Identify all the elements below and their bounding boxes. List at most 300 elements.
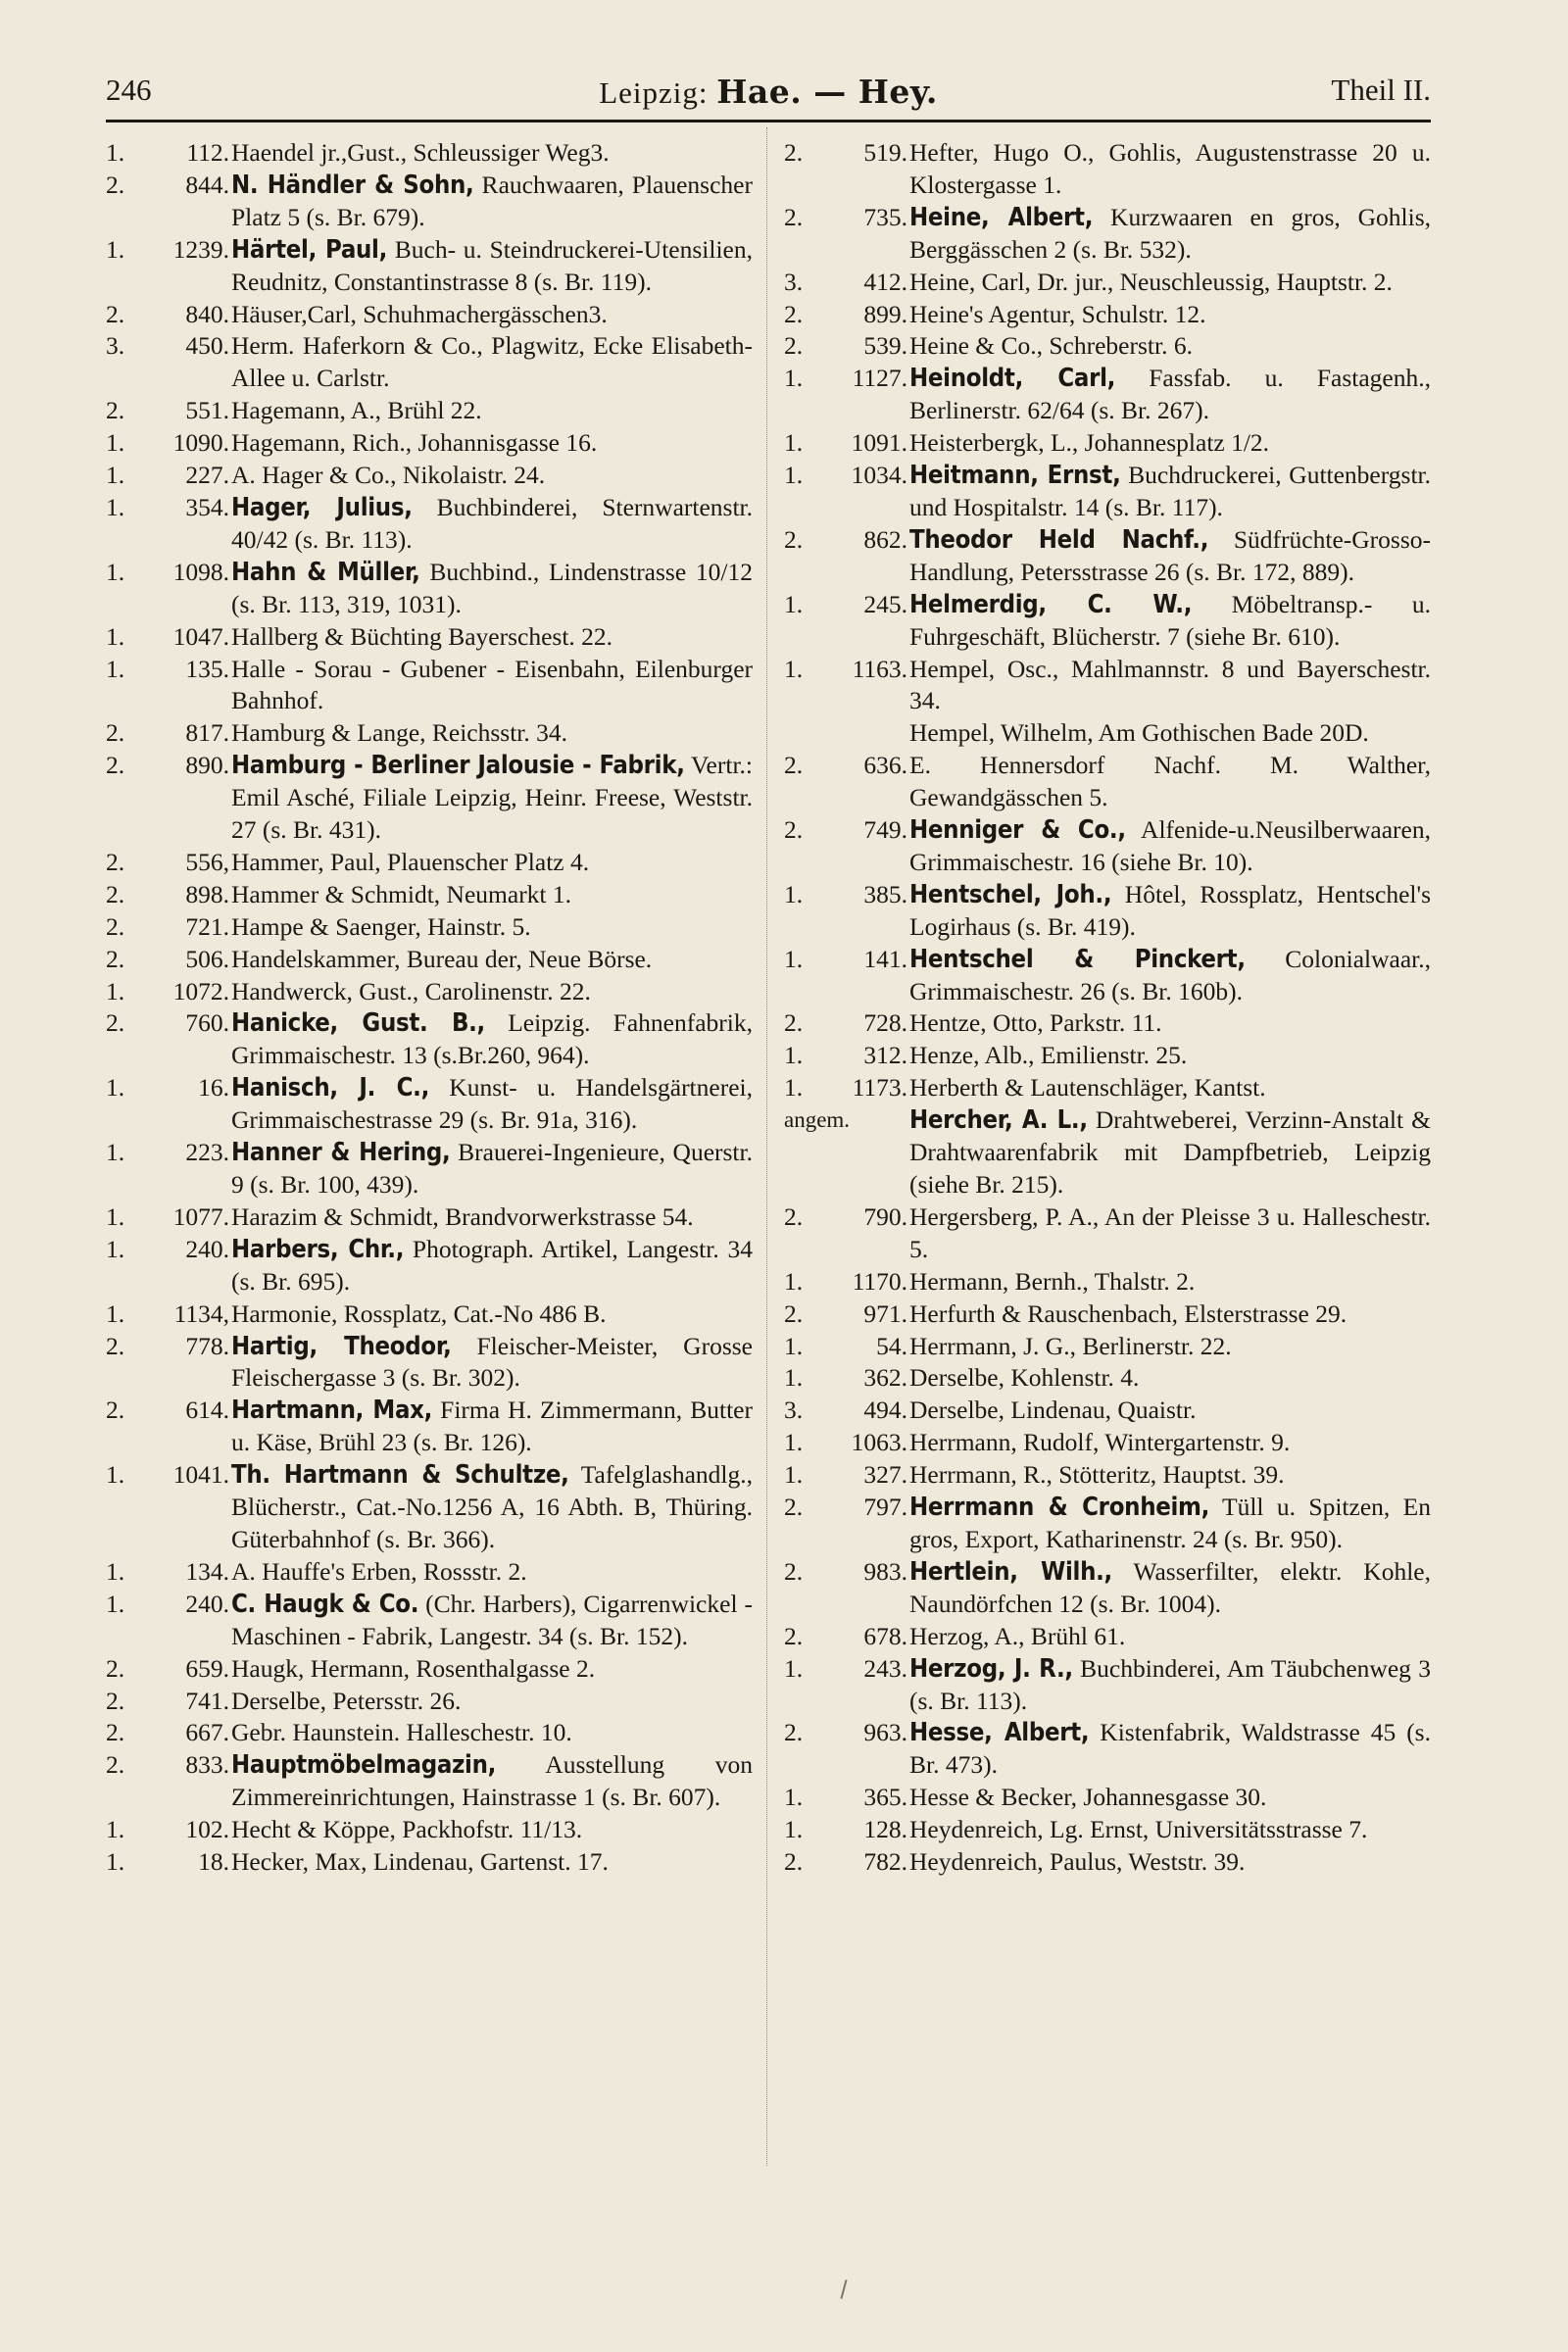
entry-rank: 2. bbox=[106, 396, 125, 425]
entry-text: Kunst- u. Handelsgärtnerei, Grimmaischestrasse 29 (s. Br. 91a, 316). bbox=[231, 1073, 753, 1135]
entry-firm-name: C. Haugk & Co. bbox=[231, 1589, 419, 1619]
directory-entry bbox=[784, 654, 1431, 718]
entry-rank: 2. bbox=[784, 138, 804, 167]
entry-text: Henze, Alb., Emilienstr. 25. bbox=[909, 1041, 1188, 1070]
entry-rank: 1. bbox=[106, 1073, 125, 1102]
entry-text: Hagemann, A., Brühl 22. bbox=[231, 396, 482, 425]
entry-number: 506. bbox=[185, 944, 229, 973]
entry-number: 327. bbox=[863, 1460, 907, 1490]
entry-rank: 2. bbox=[106, 718, 125, 748]
entry-number: 844. bbox=[185, 170, 229, 199]
entry-rank: 2. bbox=[784, 524, 804, 554]
entry-rank: 1. bbox=[106, 1298, 125, 1328]
entry-number: 1127. bbox=[852, 364, 907, 393]
entry-text: Herrmann, J. G., Berlinerstr. 22. bbox=[909, 1331, 1232, 1360]
directory-entry bbox=[784, 1395, 1431, 1427]
directory-entry bbox=[784, 1201, 1431, 1266]
entry-number: 1047. bbox=[172, 621, 229, 651]
entry-text: Derselbe, Petersstr. 26. bbox=[231, 1686, 462, 1715]
entry-number: 134. bbox=[185, 1556, 229, 1586]
entry-text: Leipzig. Fahnenfabrik, Grimmaischestr. 13 (s.Br.260, 964). bbox=[231, 1008, 754, 1070]
entry-firm-name: Hartmann, Max, bbox=[231, 1396, 433, 1426]
entry-firm-name: N. Händler & Sohn, bbox=[231, 170, 474, 200]
directory-entry bbox=[784, 1072, 1431, 1104]
directory-entry bbox=[106, 879, 753, 911]
directory-entry bbox=[106, 492, 753, 557]
entry-rank: 1. bbox=[784, 461, 804, 490]
directory-entry bbox=[106, 1298, 753, 1331]
entry-text: Haugk, Hermann, Rosenthalgasse 2. bbox=[231, 1653, 596, 1683]
entry-text: Buchbinderei, Am Täubchenweg 3 (s. Br. 113). bbox=[909, 1653, 1431, 1715]
entry-number: 760. bbox=[185, 1008, 229, 1038]
page-number: 246 bbox=[106, 73, 152, 107]
directory-entry bbox=[784, 717, 1431, 750]
entry-rank: 1. bbox=[106, 138, 125, 167]
directory-entry bbox=[106, 1331, 753, 1396]
entry-rank: angem. bbox=[784, 1107, 851, 1133]
entry-rank: 1. bbox=[784, 654, 804, 683]
directory-entry bbox=[106, 1749, 753, 1814]
entry-rank: 2. bbox=[784, 202, 804, 231]
entry-text: Brauerei-Ingenieure, Querstr. 9 (s. Br. 100, 439). bbox=[231, 1138, 753, 1199]
entry-rank: 1. bbox=[784, 1460, 804, 1490]
entry-rank: 2. bbox=[106, 1331, 125, 1360]
entry-number: 721. bbox=[185, 911, 229, 941]
entry-text: Kurzwaaren en gros, Gohlis, Berggässchen 2 (s. Br. 532). bbox=[909, 202, 1432, 264]
entry-text: Hergersberg, P. A., An der Pleisse 3 u. Halleschestr. 5. bbox=[909, 1201, 1431, 1263]
entry-text: Fassfab. u. Fastagenh., Berlinerstr. 62/64 (s. Br. 267). bbox=[909, 364, 1431, 425]
entry-text: Hempel, Wilhelm, Am Gothischen Bade 20D. bbox=[909, 718, 1369, 748]
directory-entry bbox=[784, 524, 1431, 589]
entry-number: 636. bbox=[863, 751, 907, 780]
entry-number: 840. bbox=[185, 299, 229, 328]
entry-number: 556, bbox=[185, 847, 229, 876]
entry-text: Hammer, Paul, Plauenscher Platz 4. bbox=[231, 847, 590, 876]
entry-number: 112. bbox=[186, 138, 229, 167]
directory-entry bbox=[784, 1459, 1431, 1492]
directory-entry bbox=[784, 1846, 1431, 1879]
entry-rank: 1. bbox=[106, 1847, 125, 1877]
entry-text: A. Hauffe's Erben, Rossstr. 2. bbox=[231, 1556, 527, 1586]
entry-number: 1173. bbox=[852, 1073, 907, 1102]
entry-text: Halle - Sorau - Gubener - Eisenbahn, Eilenburger Bahnhof. bbox=[231, 654, 753, 715]
entry-number: 450. bbox=[185, 331, 229, 361]
entry-text: Hefter, Hugo O., Gohlis, Augustenstrasse 20 u. Klostergasse 1. bbox=[909, 138, 1431, 199]
entry-rank: 2. bbox=[106, 879, 125, 908]
entry-number: 782. bbox=[863, 1847, 907, 1877]
entry-rank: 1. bbox=[106, 1815, 125, 1844]
directory-entry bbox=[784, 1717, 1431, 1782]
directory-entry bbox=[106, 654, 753, 718]
entry-rank: 3. bbox=[784, 267, 804, 296]
entry-rank: 1. bbox=[784, 1041, 804, 1070]
entry-firm-name: Hauptmöbelmagazin, bbox=[231, 1750, 497, 1781]
entry-rank: 1. bbox=[784, 1363, 804, 1393]
entry-text: Handwerck, Gust., Carolinenstr. 22. bbox=[231, 976, 591, 1005]
entry-rank: 1. bbox=[106, 1589, 125, 1618]
directory-entry bbox=[106, 1814, 753, 1846]
directory-entry bbox=[784, 814, 1431, 879]
entry-text: Herberth & Lautenschläger, Kantst. bbox=[909, 1073, 1266, 1102]
entry-rank: 1. bbox=[106, 976, 125, 1005]
directory-entry bbox=[784, 1556, 1431, 1621]
entry-text: Ausstellung von Zimmereinrichtungen, Hainstrasse 1 (s. Br. 607). bbox=[231, 1750, 753, 1812]
entry-rank: 3. bbox=[784, 1396, 804, 1425]
directory-entry bbox=[784, 1266, 1431, 1298]
directory-entry bbox=[106, 847, 753, 879]
directory-entry bbox=[106, 234, 753, 299]
entry-firm-name: Theodor Held Nachf., bbox=[909, 524, 1209, 555]
entry-text: Haendel jr.,Gust., Schleussiger Weg3. bbox=[231, 138, 610, 167]
entry-rank: 1. bbox=[106, 492, 125, 521]
entry-number: 18. bbox=[198, 1847, 229, 1877]
entry-number: 312. bbox=[863, 1041, 907, 1070]
entry-rank: 1. bbox=[784, 1783, 804, 1812]
entry-text: (Chr. Harbers), Cigarrenwickel - Maschinen - Fabrik, Langestr. 34 (s. Br. 152). bbox=[231, 1589, 753, 1650]
entry-text: Harmonie, Rossplatz, Cat.-No 486 B. bbox=[231, 1298, 607, 1328]
entry-rank: 2. bbox=[106, 170, 125, 199]
directory-entry bbox=[784, 1621, 1431, 1653]
entry-rank: 2. bbox=[784, 1621, 804, 1650]
entry-number: 1163. bbox=[852, 654, 907, 683]
running-title-city: Leipzig: bbox=[599, 75, 709, 110]
entry-number: 365. bbox=[863, 1783, 907, 1812]
entry-number: 16. bbox=[198, 1073, 229, 1102]
directory-entry bbox=[106, 1201, 753, 1234]
entry-number: 659. bbox=[185, 1653, 229, 1683]
entry-number: 890. bbox=[185, 751, 229, 780]
directory-entry bbox=[106, 460, 753, 492]
directory-entry bbox=[784, 879, 1431, 944]
directory-entry bbox=[106, 1007, 753, 1072]
entry-text: Hecker, Max, Lindenau, Gartenst. 17. bbox=[231, 1847, 609, 1877]
part-label: Theil II. bbox=[1331, 73, 1431, 107]
entry-rank: 1. bbox=[784, 1266, 804, 1296]
entry-text: Alfenide-u.Neusilberwaaren, Grimmaischestr. 16 (siehe Br. 10). bbox=[909, 815, 1431, 876]
directory-entry bbox=[784, 1331, 1431, 1363]
entry-firm-name: Hanicke, Gust. B., bbox=[231, 1008, 485, 1039]
entry-number: 1072. bbox=[172, 976, 229, 1005]
entry-firm-name: Harbers, Chr., bbox=[231, 1234, 405, 1264]
entry-number: 494. bbox=[863, 1396, 907, 1425]
entry-text: Heine & Co., Schreberstr. 6. bbox=[909, 331, 1193, 361]
entry-text: E. Hennersdorf Nachf. M. Walther, Gewandgässchen 5. bbox=[909, 751, 1431, 812]
entry-text: Heine, Carl, Dr. jur., Neuschleussig, Hauptstr. 2. bbox=[909, 267, 1393, 296]
directory-entry bbox=[106, 330, 753, 395]
entry-number: 519. bbox=[863, 138, 907, 167]
entry-number: 817. bbox=[185, 718, 229, 748]
header-rule bbox=[106, 120, 1431, 122]
entry-text: Photograph. Artikel, Langestr. 34 (s. Br. 695). bbox=[231, 1234, 753, 1296]
entry-firm-name: Heine, Albert, bbox=[909, 202, 1094, 232]
entry-rank: 2. bbox=[106, 1008, 125, 1038]
entry-text: Heydenreich, Paulus, Weststr. 39. bbox=[909, 1847, 1246, 1877]
directory-entry bbox=[106, 621, 753, 654]
entry-firm-name: Th. Hartmann & Schultze, bbox=[231, 1460, 569, 1491]
entry-number: 141. bbox=[863, 944, 907, 973]
entry-number: 971. bbox=[863, 1298, 907, 1328]
directory-entry bbox=[106, 1589, 753, 1653]
page-mark bbox=[840, 2279, 847, 2299]
entry-number: 735. bbox=[863, 202, 907, 231]
running-title-range: Hae. — Hey. bbox=[716, 73, 938, 111]
directory-entry bbox=[784, 202, 1431, 267]
entry-text: Hamburg & Lange, Reichsstr. 34. bbox=[231, 718, 568, 748]
entry-rank: 1. bbox=[106, 1234, 125, 1263]
entry-rank: 1. bbox=[106, 1201, 125, 1231]
right-column bbox=[784, 137, 1431, 1879]
entry-firm-name: Hanisch, J. C., bbox=[231, 1073, 429, 1103]
entry-text: Herfurth & Rauschenbach, Elsterstrasse 29. bbox=[909, 1298, 1348, 1328]
entry-rank: 2. bbox=[106, 751, 125, 780]
entry-firm-name: Hentschel & Pinckert, bbox=[909, 944, 1246, 974]
directory-entry bbox=[106, 395, 753, 427]
entry-text: Gebr. Haunstein. Halleschestr. 10. bbox=[231, 1718, 572, 1747]
entry-rank: 1. bbox=[784, 1653, 804, 1683]
entry-number: 1090. bbox=[172, 428, 229, 458]
directory-entry bbox=[784, 944, 1431, 1008]
entry-number: 1098. bbox=[172, 557, 229, 586]
entry-rank: 2. bbox=[784, 815, 804, 845]
entry-number: 778. bbox=[185, 1331, 229, 1360]
entry-number: 227. bbox=[185, 461, 229, 490]
entry-rank: 1. bbox=[784, 1428, 804, 1457]
entry-number: 240. bbox=[185, 1589, 229, 1618]
entry-text: Tafelglashandlg., Blücherstr., Cat.-No.1256 A, 16 Abth. B, Thüring. Güterbahnhof (s. Br. 366). bbox=[231, 1460, 753, 1553]
entry-rank: 2. bbox=[784, 1493, 804, 1522]
entry-text: Vertr.: Emil Asché, Filiale Leipzig, Heinr. Freese, Weststr. 27 (s. Br. 431). bbox=[231, 751, 753, 845]
entry-text: Firma H. Zimmermann, Butter u. Käse, Brühl 23 (s. Br. 126). bbox=[231, 1396, 753, 1457]
directory-entry bbox=[106, 911, 753, 944]
directory-entry bbox=[784, 1007, 1431, 1040]
entry-text: Heisterbergk, L., Johannesplatz 1/2. bbox=[909, 428, 1270, 458]
left-column bbox=[106, 137, 753, 1879]
directory-entry bbox=[106, 717, 753, 750]
entry-number: 102. bbox=[185, 1815, 229, 1844]
directory-entry bbox=[106, 137, 753, 170]
entry-number: 614. bbox=[185, 1396, 229, 1425]
entry-text: Herrmann, Rudolf, Wintergartenstr. 9. bbox=[909, 1428, 1291, 1457]
running-title bbox=[106, 73, 1431, 111]
entry-rank: 2. bbox=[106, 1750, 125, 1780]
entry-rank: 1. bbox=[106, 1460, 125, 1490]
entry-firm-name: Henniger & Co., bbox=[909, 815, 1126, 846]
entry-number: 240. bbox=[185, 1234, 229, 1263]
directory-entry bbox=[106, 1395, 753, 1459]
entry-rank: 1. bbox=[106, 428, 125, 458]
entry-text: Hôtel, Rossplatz, Hentschel's Logirhaus (s. Br. 419). bbox=[909, 879, 1431, 941]
entry-number: 135. bbox=[185, 654, 229, 683]
entry-text: Kistenfabrik, Waldstrasse 45 (s. Br. 473). bbox=[909, 1718, 1431, 1780]
entry-text: Buch- u. Steindruckerei-Utensilien, Reudnitz, Constantinstrasse 8 (s. Br. 119). bbox=[231, 234, 753, 296]
entry-rank: 2. bbox=[784, 1556, 804, 1586]
directory-entry bbox=[784, 330, 1431, 363]
directory-entry bbox=[106, 1072, 753, 1137]
directory-entry bbox=[106, 1653, 753, 1686]
entry-number: 1239. bbox=[172, 234, 229, 264]
entry-number: 1077. bbox=[172, 1201, 229, 1231]
directory-entry bbox=[784, 1362, 1431, 1395]
entry-rank: 3. bbox=[106, 331, 125, 361]
entry-firm-name: Hamburg - Berliner Jalousie - Fabrik, bbox=[231, 751, 685, 781]
entry-text: Drahtweberei, Verzinn-Anstalt & Drahtwaarenfabrik mit Dampfbetrieb, Leipzig (siehe Br. 215). bbox=[909, 1105, 1431, 1199]
entry-firm-name: Heitmann, Ernst, bbox=[909, 461, 1121, 491]
entry-rank: 2. bbox=[106, 1396, 125, 1425]
entry-text: Buchbinderei, Sternwartenstr. 40/42 (s. Br. 113). bbox=[231, 492, 753, 554]
entry-rank: 2. bbox=[106, 299, 125, 328]
directory-entry bbox=[106, 1137, 753, 1201]
directory-entry bbox=[106, 1459, 753, 1556]
entry-number: 1170. bbox=[852, 1266, 907, 1296]
entry-rank: 1. bbox=[784, 944, 804, 973]
entry-rank: 1. bbox=[784, 1815, 804, 1844]
entry-text: Derselbe, Lindenau, Quaistr. bbox=[909, 1396, 1197, 1425]
entry-rank: 1. bbox=[784, 1331, 804, 1360]
entry-number: 385. bbox=[863, 879, 907, 908]
entry-number: 833. bbox=[185, 1750, 229, 1780]
entry-rank: 2. bbox=[784, 299, 804, 328]
entry-rank: 1. bbox=[106, 1138, 125, 1167]
entry-number: 728. bbox=[863, 1008, 907, 1038]
entry-rank: 2. bbox=[784, 1298, 804, 1328]
entry-rank: 1. bbox=[784, 589, 804, 618]
entry-firm-name: Herzog, J. R., bbox=[909, 1653, 1073, 1684]
entry-firm-name: Hahn & Müller, bbox=[231, 557, 420, 587]
entry-number: 54. bbox=[876, 1331, 907, 1360]
entry-firm-name: Hager, Julius, bbox=[231, 492, 413, 522]
entry-rank: 2. bbox=[784, 331, 804, 361]
directory-entry bbox=[784, 427, 1431, 460]
entry-firm-name: Hertlein, Wilh., bbox=[909, 1556, 1112, 1587]
entry-rank: 1. bbox=[106, 621, 125, 651]
entry-number: 412. bbox=[863, 267, 907, 296]
entry-number: 862. bbox=[863, 524, 907, 554]
directory-entry bbox=[784, 1782, 1431, 1814]
entry-number: 1063. bbox=[851, 1428, 907, 1457]
entry-number: 1041. bbox=[172, 1460, 229, 1490]
entry-text: Handelskammer, Bureau der, Neue Börse. bbox=[231, 944, 653, 973]
entry-firm-name: Heinoldt, Carl, bbox=[909, 364, 1116, 394]
entry-rank: 2. bbox=[784, 1201, 804, 1231]
entry-text: Häuser,Carl, Schuhmachergässchen3. bbox=[231, 299, 608, 328]
entry-rank: 2. bbox=[106, 1653, 125, 1683]
entry-text: Südfrüchte-Grosso-Handlung, Petersstrasse 26 (s. Br. 172, 889). bbox=[909, 524, 1432, 586]
entry-rank: 2. bbox=[106, 911, 125, 941]
directory-entry bbox=[106, 170, 753, 234]
entry-text: Tüll u. Spitzen, En gros, Export, Katharinenstr. 24 (s. Br. 950). bbox=[909, 1493, 1431, 1553]
entry-rank: 2. bbox=[106, 1718, 125, 1747]
directory-entry bbox=[784, 363, 1431, 427]
entry-firm-name: Hanner & Hering, bbox=[231, 1138, 451, 1168]
directory-entry bbox=[106, 1846, 753, 1879]
directory-entry bbox=[106, 427, 753, 460]
entry-number: 741. bbox=[185, 1686, 229, 1715]
entry-rank: 1. bbox=[106, 461, 125, 490]
entry-number: 128. bbox=[863, 1815, 907, 1844]
entry-text: Herm. Haferkorn & Co., Plagwitz, Ecke Elisabeth-Allee u. Carlstr. bbox=[231, 331, 753, 393]
entry-text: Colonialwaar., Grimmaischestr. 26 (s. Br. 160b). bbox=[909, 944, 1431, 1005]
entry-text: Hampe & Saenger, Hainstr. 5. bbox=[231, 911, 531, 941]
entry-rank: 1. bbox=[784, 879, 804, 908]
entry-firm-name: Hesse, Albert, bbox=[909, 1718, 1090, 1748]
entry-rank: 2. bbox=[784, 1847, 804, 1877]
entry-firm-name: Hentschel, Joh., bbox=[909, 879, 1112, 909]
entry-text: Hallberg & Büchting Bayerschest. 22. bbox=[231, 621, 613, 651]
entry-text: Fleischer-Meister, Grosse Fleischergasse 3 (s. Br. 302). bbox=[231, 1331, 753, 1393]
directory-entry bbox=[106, 299, 753, 331]
entry-number: 899. bbox=[863, 299, 907, 328]
entry-rank: 2. bbox=[106, 944, 125, 973]
entry-text: Heine's Agentur, Schulstr. 12. bbox=[909, 299, 1206, 328]
entry-text: Hagemann, Rich., Johannisgasse 16. bbox=[231, 428, 598, 458]
directory-entry bbox=[106, 1686, 753, 1718]
directory-entry bbox=[784, 750, 1431, 814]
directory-entry bbox=[784, 589, 1431, 654]
entry-text: Hentze, Otto, Parkstr. 11. bbox=[909, 1008, 1162, 1038]
entry-text: Möbeltransp.- u. Fuhrgeschäft, Blücherstr. 7 (siehe Br. 610). bbox=[909, 589, 1432, 651]
entry-rank: 1. bbox=[106, 234, 125, 264]
entry-number: 223. bbox=[185, 1138, 229, 1167]
directory-entry bbox=[784, 137, 1431, 202]
directory-entry bbox=[784, 1427, 1431, 1459]
entry-number: 551. bbox=[185, 396, 229, 425]
entry-firm-name: Helmerdig, C. W., bbox=[909, 589, 1193, 619]
entry-number: 790. bbox=[863, 1201, 907, 1231]
entry-number: 898. bbox=[185, 879, 229, 908]
directory-entry bbox=[106, 1717, 753, 1749]
directory-entry bbox=[784, 1298, 1431, 1331]
entry-rank: 1. bbox=[784, 364, 804, 393]
entry-text: Herrmann, R., Stötteritz, Hauptst. 39. bbox=[909, 1460, 1285, 1490]
entry-firm-name: Herrmann & Cronheim, bbox=[909, 1493, 1210, 1523]
directory-entry bbox=[106, 944, 753, 976]
entry-rank: 2. bbox=[784, 751, 804, 780]
entry-text: Hesse & Becker, Johannesgasse 30. bbox=[909, 1783, 1267, 1812]
entry-rank: 2. bbox=[106, 1686, 125, 1715]
entry-firm-name: Hartig, Theodor, bbox=[231, 1331, 452, 1361]
directory-entry bbox=[106, 1234, 753, 1298]
page-header bbox=[106, 69, 1431, 120]
entry-text: Herzog, A., Brühl 61. bbox=[909, 1621, 1126, 1650]
entry-text: Hempel, Osc., Mahlmannstr. 8 und Bayerschestr. 34. bbox=[909, 654, 1431, 715]
entry-number: 797. bbox=[863, 1493, 907, 1522]
entry-text: Wasserfilter, elektr. Kohle, Naundörfchen 12 (s. Br. 1004). bbox=[909, 1556, 1431, 1618]
entry-number: 749. bbox=[863, 815, 907, 845]
entry-text: Derselbe, Kohlenstr. 4. bbox=[909, 1363, 1140, 1393]
entry-text: Heydenreich, Lg. Ernst, Universitätsstrasse 7. bbox=[909, 1815, 1368, 1844]
entry-number: 354. bbox=[185, 492, 229, 521]
directory-entry bbox=[784, 1492, 1431, 1556]
entry-firm-name: Härtel, Paul, bbox=[231, 234, 388, 265]
directory-entry bbox=[784, 1040, 1431, 1072]
directory-entry bbox=[784, 1104, 1431, 1201]
directory-entry bbox=[784, 1814, 1431, 1846]
entry-number: 963. bbox=[863, 1718, 907, 1747]
entry-text: Rauchwaaren, Plauenscher Platz 5 (s. Br. 679). bbox=[231, 170, 753, 231]
entry-number: 1034. bbox=[851, 461, 907, 490]
entry-number: 983. bbox=[863, 1556, 907, 1586]
entry-rank: 1. bbox=[106, 1556, 125, 1586]
entry-number: 1134, bbox=[173, 1298, 229, 1328]
entry-text: A. Hager & Co., Nikolaistr. 24. bbox=[231, 461, 546, 490]
entry-rank: 1. bbox=[106, 557, 125, 586]
directory-entry bbox=[784, 1653, 1431, 1718]
entry-text: Harazim & Schmidt, Brandvorwerkstrasse 54. bbox=[231, 1201, 694, 1231]
entry-number: 362. bbox=[863, 1363, 907, 1393]
entry-firm-name: Hercher, A. L., bbox=[909, 1105, 1088, 1136]
directory-entry bbox=[784, 460, 1431, 524]
entry-rank: 2. bbox=[784, 1718, 804, 1747]
